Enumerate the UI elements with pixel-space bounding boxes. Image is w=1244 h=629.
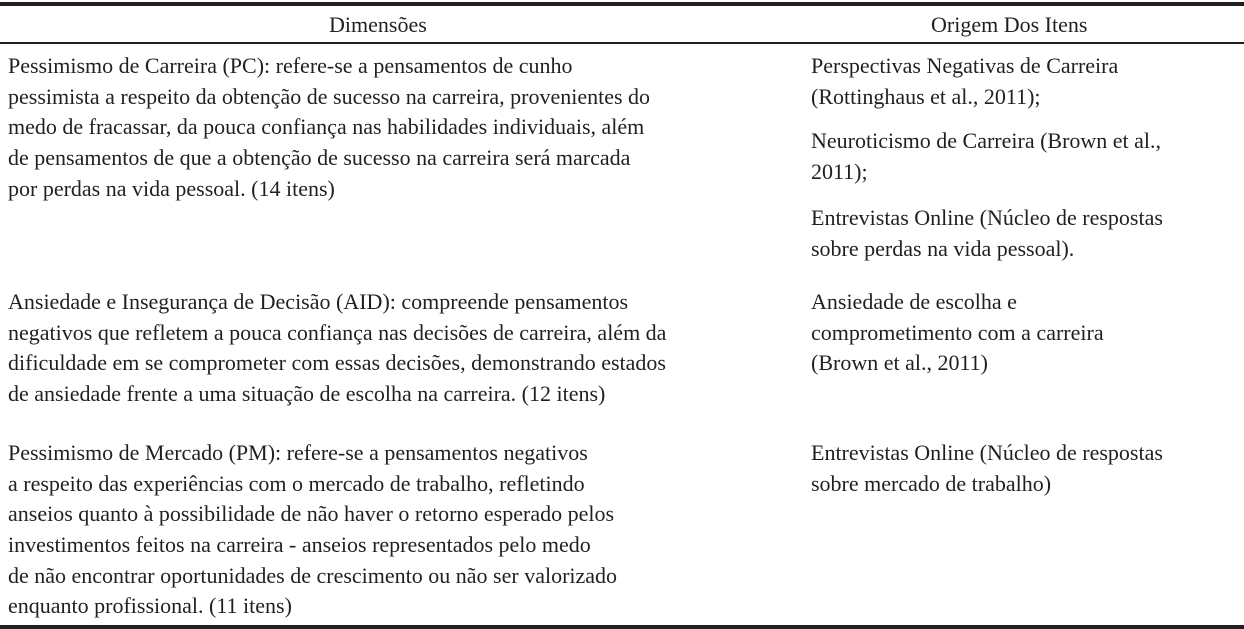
dimension-cell: [8, 287, 666, 410]
origin-line: Perspectivas Negativas de Carreira: [811, 53, 1119, 78]
dimension-line: a respeito das experiências com o mercado de trabalho, refletindo: [8, 470, 585, 496]
dimension-line: de ansiedade frente a uma situação de escolha na carreira. (12 itens): [8, 381, 606, 407]
top-rule: [0, 2, 1244, 6]
origin-line: Entrevistas Online (Núcleo de respostas: [811, 440, 1163, 465]
header-dimensoes: Dimensões: [329, 12, 427, 37]
dimension-line: pessimista a respeito da obtenção de sucesso na carreira, provenientes do: [8, 83, 651, 109]
dimension-line: medo de fracassar, da pouca confiança nas habilidades individuais, além: [8, 114, 645, 140]
dimension-line: anseios quanto à possibilidade de não haver o retorno esperado pelos: [8, 501, 615, 527]
dimension-line: negativos que refletem a pouca confiança nas decisões de carreira, além da: [8, 319, 667, 345]
origin-line: Ansiedade de escolha e: [811, 289, 1017, 314]
bottom-rule: [0, 625, 1244, 629]
header-origem: Origem Dos Itens: [931, 12, 1088, 37]
origin-cell: [811, 438, 1163, 499]
origin-cell: [811, 51, 1118, 112]
origin-cell: [811, 126, 1161, 187]
dimension-line: por perdas na vida pessoal. (14 itens): [8, 175, 335, 201]
origin-line: sobre mercado de trabalho): [811, 470, 1052, 496]
dimension-line: dificuldade em se comprometer com essas decisões, demonstrando estados: [8, 350, 666, 376]
dimension-line: de não encontrar oportunidades de crescimento ou não ser valorizado: [8, 562, 618, 588]
dimension-line: investimentos feitos na carreira - anseios representados pelo medo: [8, 532, 591, 558]
dimension-line: Pessimismo de Carreira (PC): refere-se a pensamentos de cunho: [8, 53, 573, 78]
origin-line: Entrevistas Online (Núcleo de respostas: [811, 205, 1163, 230]
dimension-line: Pessimismo de Mercado (PM): refere-se a pensamentos negativos: [8, 440, 588, 465]
dimension-cell: [8, 51, 650, 204]
dimension-line: enquanto profissional. (11 itens): [8, 593, 292, 619]
origin-line: 2011);: [811, 158, 868, 184]
dimension-line: Ansiedade e Insegurança de Decisão (AID): compreende pensamentos: [8, 289, 629, 314]
origin-cell: [811, 203, 1163, 264]
dimension-line: de pensamentos de que a obtenção de sucesso na carreira será marcada: [8, 145, 631, 171]
header-rule: [0, 42, 1244, 44]
origin-line: Neuroticismo de Carreira (Brown et al.,: [811, 128, 1162, 153]
origin-cell: [811, 287, 1104, 379]
origin-line: comprometimento com a carreira: [811, 319, 1104, 345]
origin-line: (Rottinghaus et al., 2011);: [811, 83, 1041, 109]
dimension-cell: [8, 438, 617, 622]
origin-line: (Brown et al., 2011): [811, 350, 988, 376]
origin-line: sobre perdas na vida pessoal).: [811, 235, 1075, 261]
